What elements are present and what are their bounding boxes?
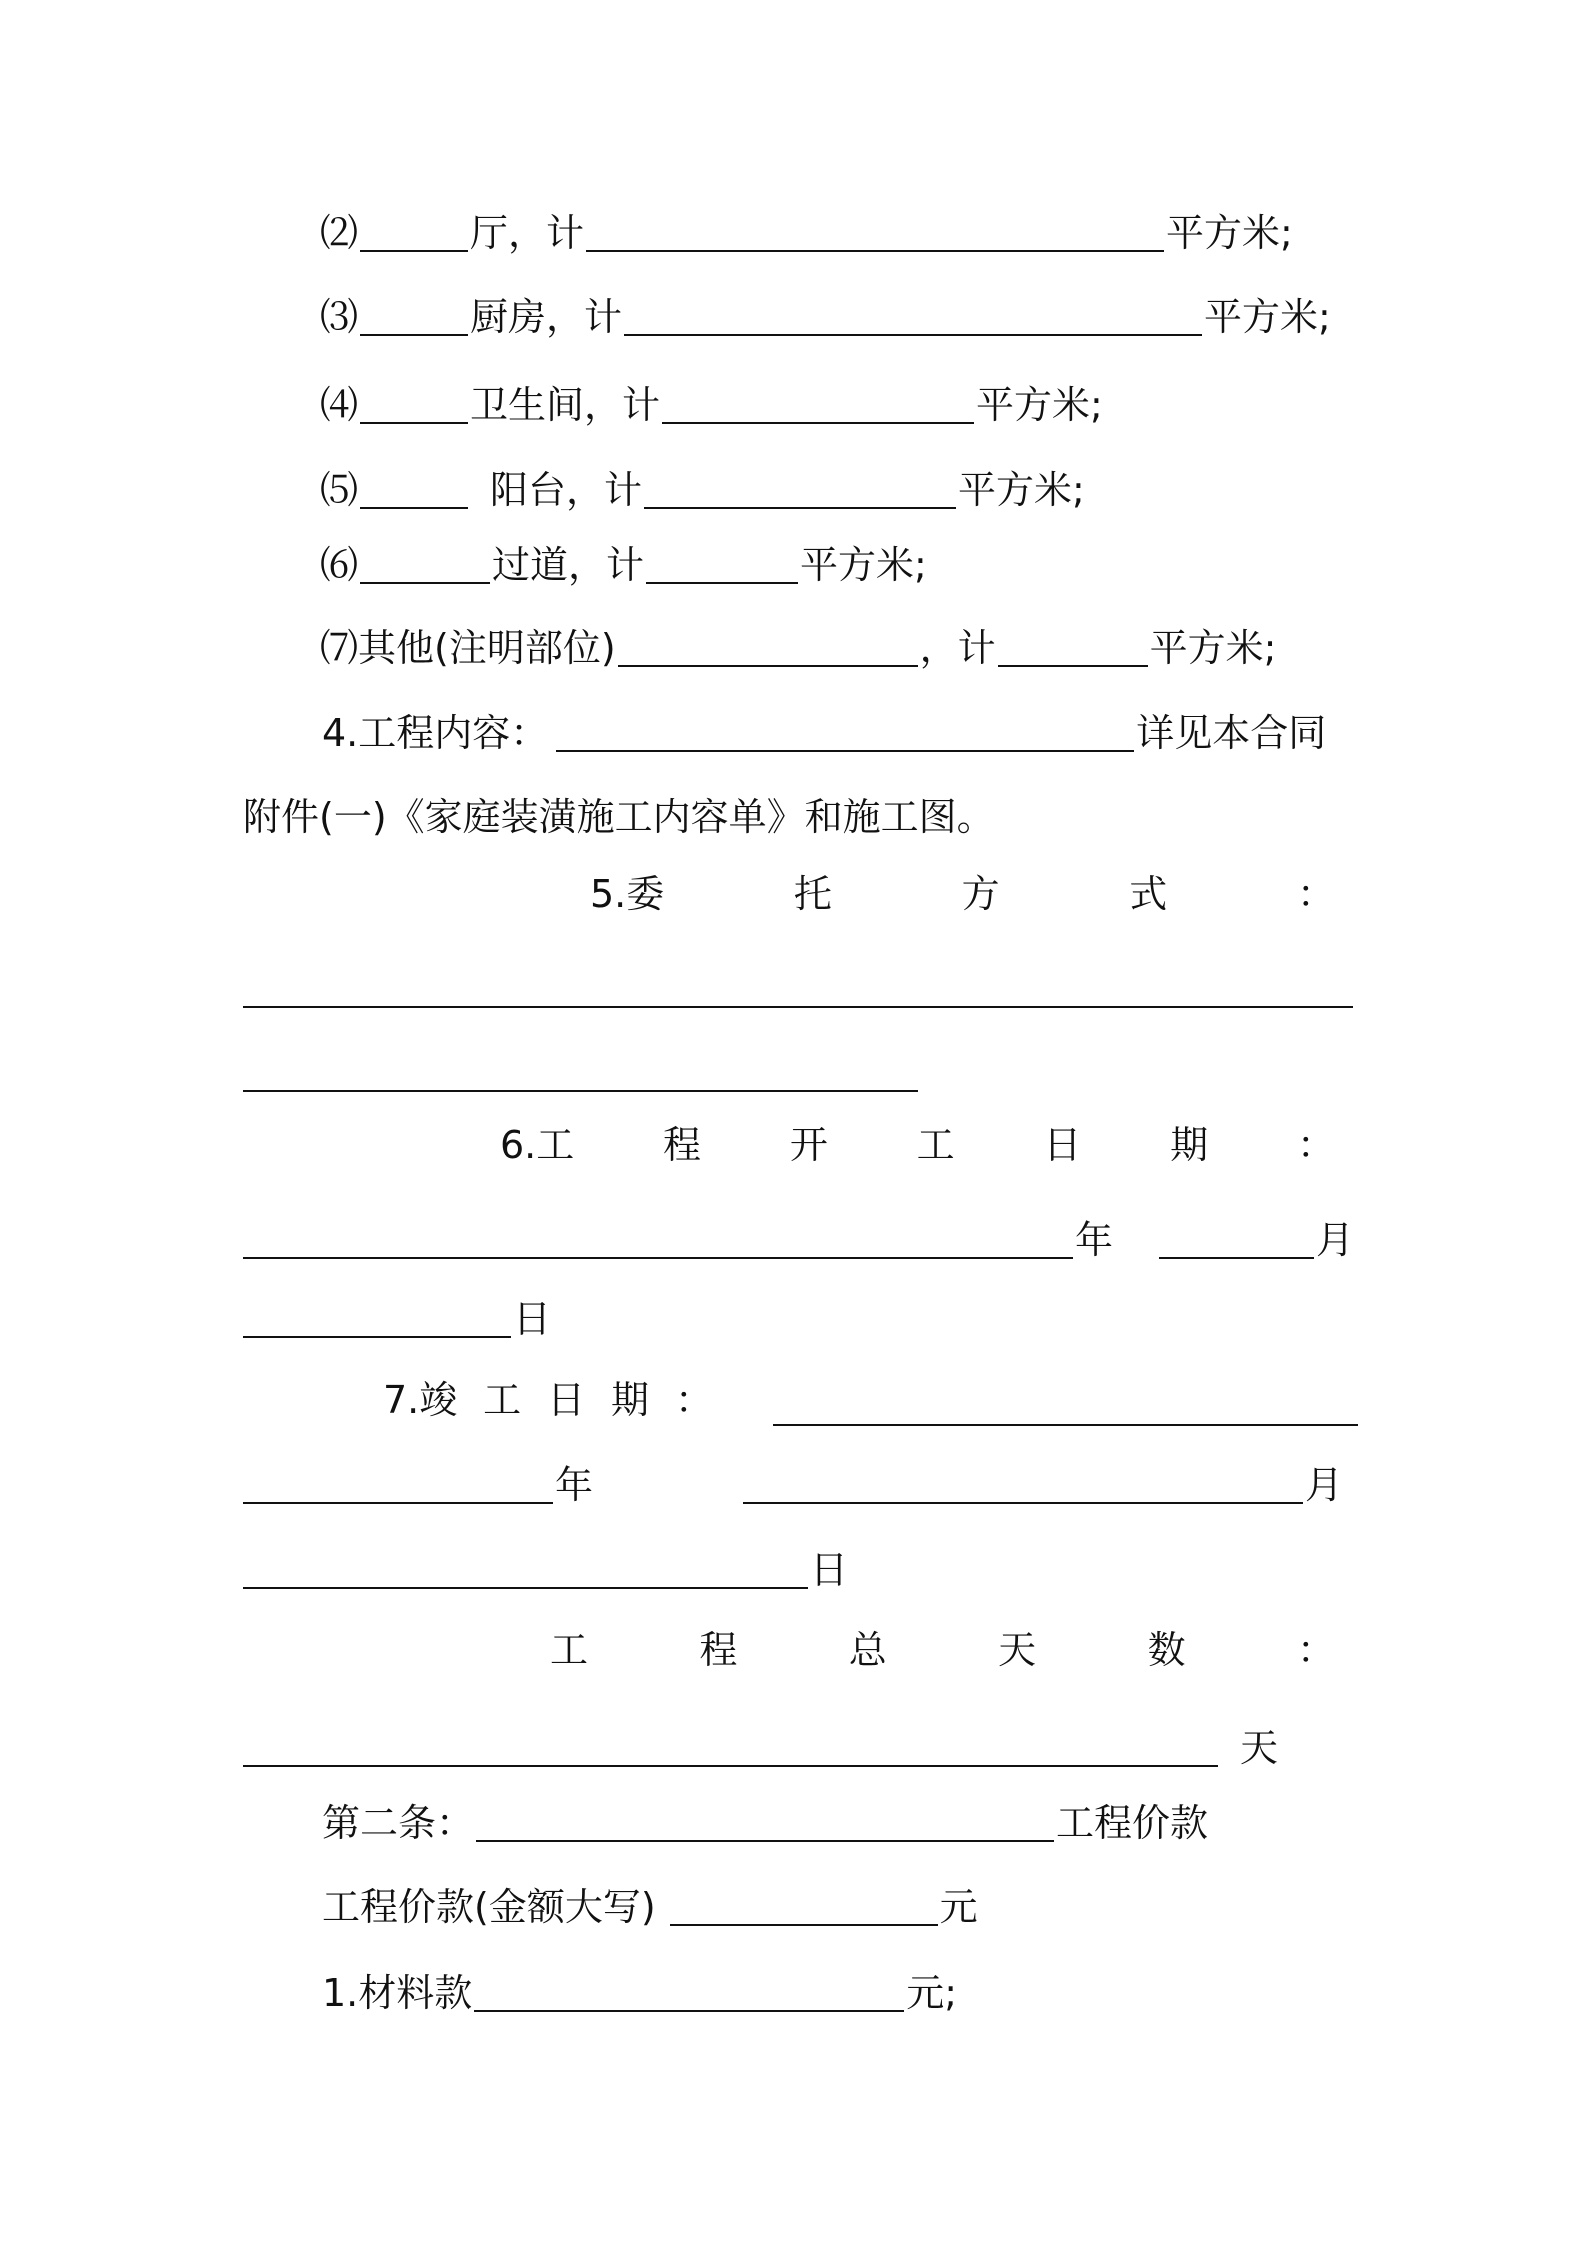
material-label: 1.材料款 bbox=[322, 1971, 473, 2015]
blank-field[interactable] bbox=[474, 1980, 904, 2012]
item-project-content-cont bbox=[243, 792, 995, 839]
area-line-bathroom bbox=[320, 380, 1103, 427]
spaced-char: 工 bbox=[550, 1628, 589, 1672]
room-label: 厨房，计 bbox=[470, 295, 623, 339]
unit-label: 平方米; bbox=[1149, 626, 1277, 670]
blank-field[interactable] bbox=[998, 635, 1148, 667]
blank-field[interactable] bbox=[243, 1306, 511, 1338]
blank-field[interactable] bbox=[243, 1006, 1353, 1008]
spaced-char: 数 bbox=[1147, 1628, 1186, 1672]
item-label: ⑺其他(注明部位) bbox=[320, 626, 616, 670]
spaced-char: 5.委 bbox=[590, 872, 665, 916]
blank-field[interactable] bbox=[743, 1472, 1303, 1504]
item-commission-method bbox=[590, 874, 1335, 918]
blank-field[interactable] bbox=[243, 1557, 808, 1589]
area-line-other bbox=[320, 623, 1277, 670]
spaced-char: ： bbox=[1296, 1123, 1335, 1167]
total-days-field bbox=[243, 1723, 1279, 1770]
spaced-char: 托 bbox=[793, 872, 832, 916]
blank-field[interactable] bbox=[243, 1735, 1218, 1767]
continuation-text: 附件(一)《家庭装潢施工内容单》和施工图。 bbox=[243, 795, 995, 839]
start-date-day bbox=[243, 1294, 552, 1341]
price-label: 工程价款(金额大写) bbox=[322, 1885, 656, 1929]
blank-field[interactable] bbox=[624, 304, 1202, 336]
spaced-char: 6.工 bbox=[500, 1123, 575, 1167]
spaced-char: 开 bbox=[789, 1123, 828, 1167]
area-line-balcony bbox=[320, 465, 1085, 512]
start-date-fields bbox=[243, 1215, 1355, 1262]
year-label: 年 bbox=[1075, 1218, 1114, 1262]
article-tail: 工程价款 bbox=[1056, 1801, 1209, 1845]
blank-field[interactable] bbox=[670, 1894, 938, 1926]
room-label: 厅，计 bbox=[470, 211, 585, 255]
spaced-char: 日 bbox=[1043, 1123, 1082, 1167]
completion-date-day bbox=[243, 1545, 849, 1592]
item-number: ⑶ bbox=[320, 295, 359, 339]
spaced-char: 期 bbox=[1170, 1123, 1209, 1167]
price-unit: 元 bbox=[939, 1885, 978, 1929]
blank-field[interactable] bbox=[243, 1227, 1073, 1259]
room-label: 过道，计 bbox=[492, 543, 645, 587]
item-label: 4.工程内容： bbox=[322, 711, 549, 755]
blank-field[interactable] bbox=[773, 1424, 1358, 1426]
material-unit: 元; bbox=[906, 1971, 958, 2015]
blank-field[interactable] bbox=[476, 1810, 1054, 1842]
unit-label: 平方米; bbox=[1166, 211, 1293, 255]
spaced-char: 工 bbox=[483, 1378, 522, 1422]
article-two bbox=[322, 1798, 1209, 1845]
blank-field[interactable] bbox=[644, 477, 956, 509]
year-label: 年 bbox=[555, 1463, 594, 1507]
item-project-content bbox=[322, 708, 1327, 755]
item-completion-date bbox=[383, 1380, 713, 1424]
blank-field[interactable] bbox=[243, 1090, 918, 1092]
spaced-char: 日 bbox=[547, 1378, 586, 1422]
unit-label: 平方米; bbox=[976, 383, 1103, 427]
item-total-days bbox=[550, 1630, 1335, 1674]
article-label: 第二条： bbox=[322, 1801, 475, 1845]
completion-date-fields bbox=[243, 1460, 1344, 1507]
item-number: ⑸ bbox=[320, 468, 359, 512]
spaced-char: 期 bbox=[611, 1378, 650, 1422]
spaced-char: 工 bbox=[916, 1123, 955, 1167]
blank-field[interactable] bbox=[360, 392, 468, 424]
room-label: 阳台，计 bbox=[490, 468, 643, 512]
spaced-char: ： bbox=[674, 1378, 713, 1422]
blank-field[interactable] bbox=[1159, 1227, 1314, 1259]
unit-label: 平方米; bbox=[1204, 295, 1331, 339]
month-label: 月 bbox=[1305, 1463, 1344, 1507]
month-label: 月 bbox=[1316, 1218, 1355, 1262]
spaced-char: 7.竣 bbox=[383, 1378, 458, 1422]
blank-field[interactable] bbox=[646, 552, 798, 584]
spaced-char: 方 bbox=[961, 872, 1000, 916]
blank-field[interactable] bbox=[360, 304, 468, 336]
item-number: ⑷ bbox=[320, 383, 359, 427]
material-cost bbox=[322, 1968, 958, 2015]
item-number: ⑵ bbox=[320, 211, 359, 255]
item-number: ⑹ bbox=[320, 543, 359, 587]
room-label: 卫生间，计 bbox=[470, 383, 661, 427]
blank-field[interactable] bbox=[243, 1472, 553, 1504]
unit-label: 平方米; bbox=[800, 543, 927, 587]
spaced-char: ： bbox=[1296, 872, 1335, 916]
item-tail: 详见本合同 bbox=[1136, 711, 1327, 755]
separator-label: ，计 bbox=[919, 626, 996, 670]
day-label: 日 bbox=[513, 1297, 552, 1341]
price-in-words bbox=[322, 1882, 978, 1929]
item-start-date bbox=[500, 1125, 1335, 1169]
area-line-kitchen bbox=[320, 292, 1331, 339]
area-line-hall bbox=[320, 208, 1293, 255]
unit-label: 平方米; bbox=[958, 468, 1085, 512]
spaced-char: 天 bbox=[998, 1628, 1037, 1672]
spaced-char: 程 bbox=[663, 1123, 702, 1167]
spaced-char: 程 bbox=[699, 1628, 738, 1672]
blank-field[interactable] bbox=[662, 392, 974, 424]
days-unit: 天 bbox=[1240, 1726, 1279, 1770]
blank-field[interactable] bbox=[618, 635, 918, 667]
blank-field[interactable] bbox=[360, 477, 468, 509]
day-label: 日 bbox=[810, 1548, 849, 1592]
area-line-corridor bbox=[320, 540, 927, 587]
blank-field[interactable] bbox=[360, 220, 468, 252]
blank-field[interactable] bbox=[360, 552, 490, 584]
spaced-char: 式 bbox=[1129, 872, 1168, 916]
blank-field[interactable] bbox=[586, 220, 1164, 252]
blank-field[interactable] bbox=[556, 720, 1134, 752]
spaced-char: ： bbox=[1296, 1628, 1335, 1672]
spaced-char: 总 bbox=[848, 1628, 887, 1672]
